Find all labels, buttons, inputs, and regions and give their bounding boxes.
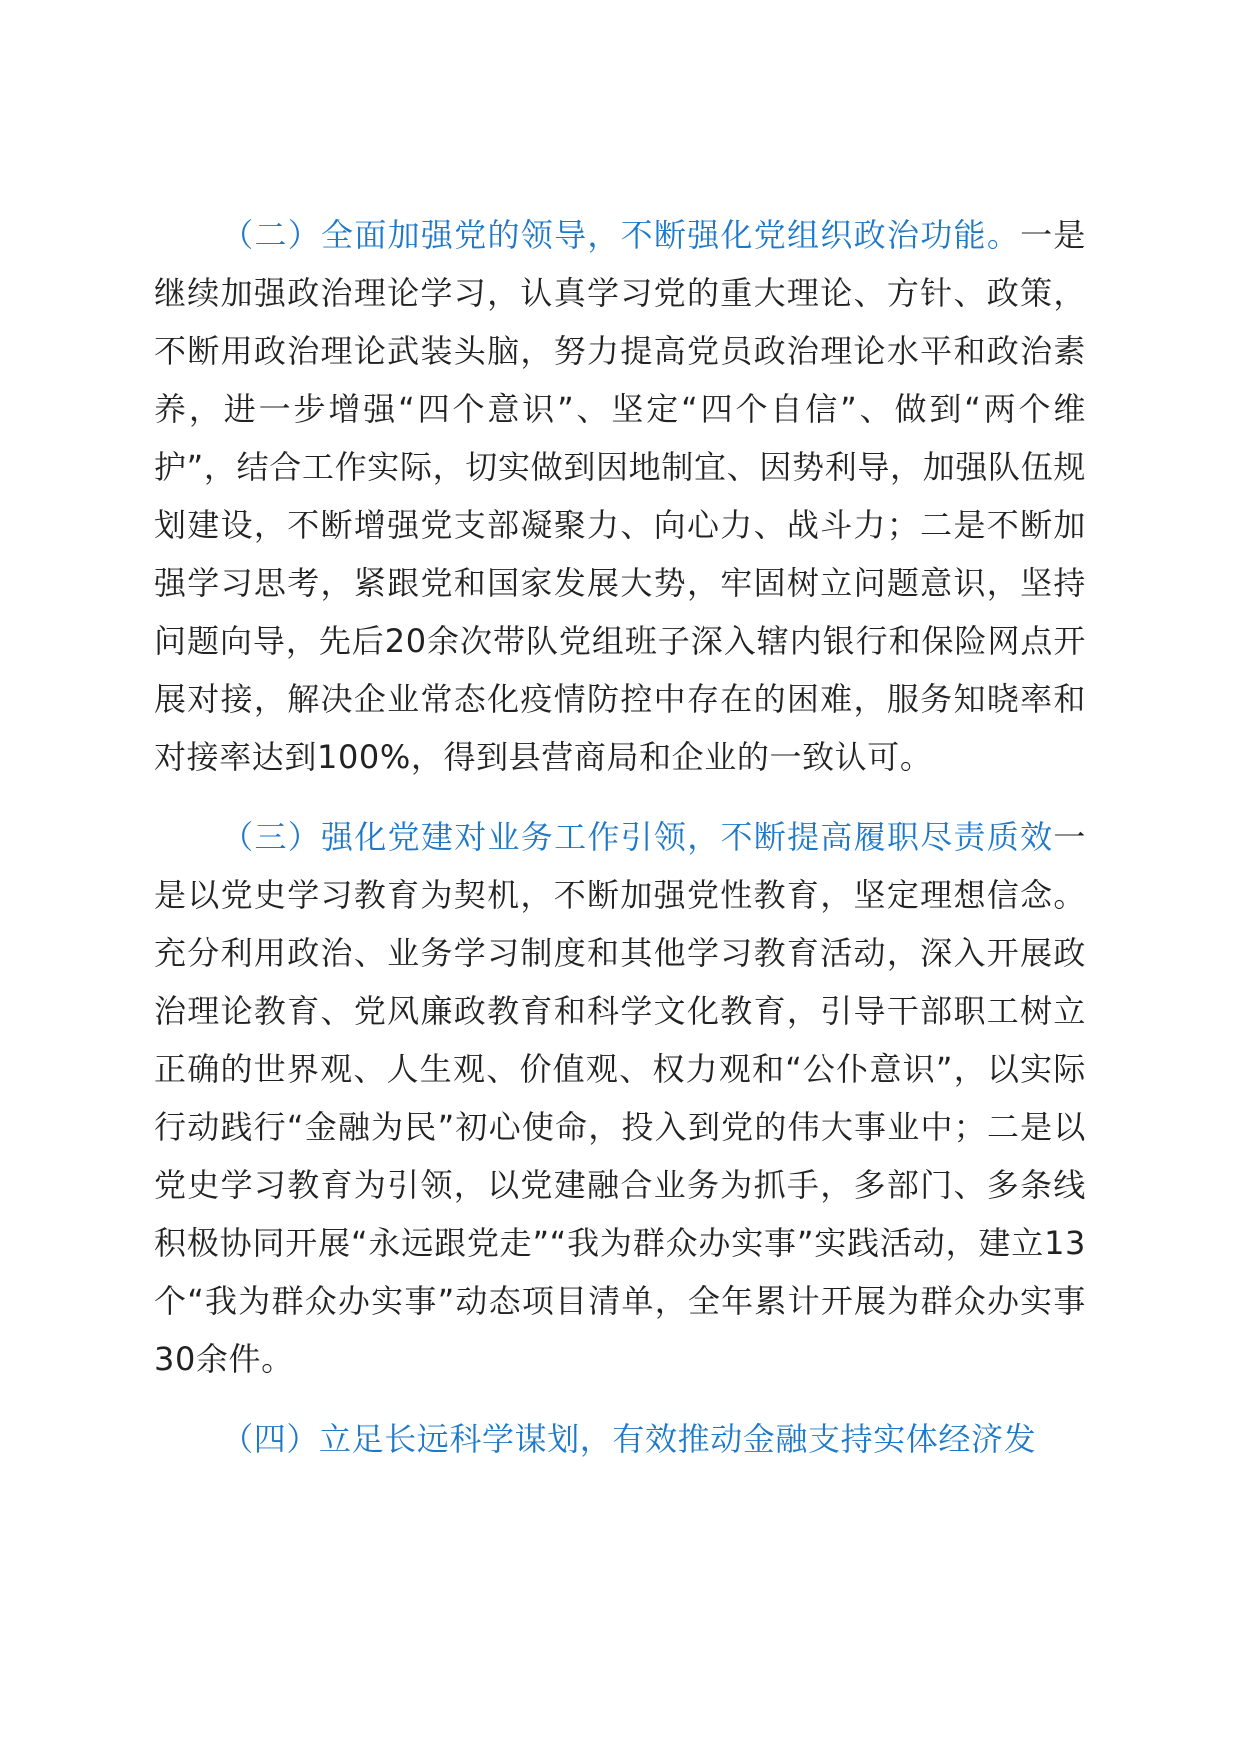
section-heading-2: （二）全面加强党的领导，不断强化党组织政治功能。 <box>221 216 1021 254</box>
paragraph-3 <box>154 808 1086 1388</box>
document-page <box>154 206 1086 1490</box>
section-heading-4: （四）立足长远科学谋划，有效推动金融支持实体经济发 <box>221 1420 1037 1458</box>
section-body-3: 一是以党史学习教育为契机，不断加强党性教育，坚定理想信念。充分利用政治、业务学习制度和其他学习教育活动，深入开展政治理论教育、党风廉政教育和科学文化教育，引导干部职工树立正确的世界观、人生观、价值观、权力观和“公仆意识”，以实际行动践行“金融为民”初心使命，投入到党的伟大事业中；二是以党史学习教育为引领，以党建融合业务为抓手，多部门、多条线积极协同开展“永远跟党走”“我为群众办实事”实践活动，建立13个“我为群众办实事”动态项目清单，全年累计开展为群众办实事30余件。 <box>154 818 1086 1378</box>
section-body-2: 一是继续加强政治理论学习，认真学习党的重大理论、方针、政策，不断用政治理论武装头脑，努力提高党员政治理论水平和政治素养，进一步增强“四个意识”、坚定“四个自信”、做到“两个维护”，结合工作实际，切实做到因地制宜、因势利导，加强队伍规划建设，不断增强党支部凝聚力、向心力、战斗力；二是不断加强学习思考，紧跟党和国家发展大势，牢固树立问题意识，坚持问题向导，先后20余次带队党组班子深入辖内银行和保险网点开展对接，解决企业常态化疫情防控中存在的困难，服务知晓率和对接率达到100%，得到县营商局和企业的一致认可。 <box>154 216 1086 776</box>
paragraph-2 <box>154 206 1086 786</box>
paragraph-4 <box>154 1410 1086 1468</box>
section-heading-3: （三）强化党建对业务工作引领，不断提高履职尽责质效 <box>221 818 1054 856</box>
